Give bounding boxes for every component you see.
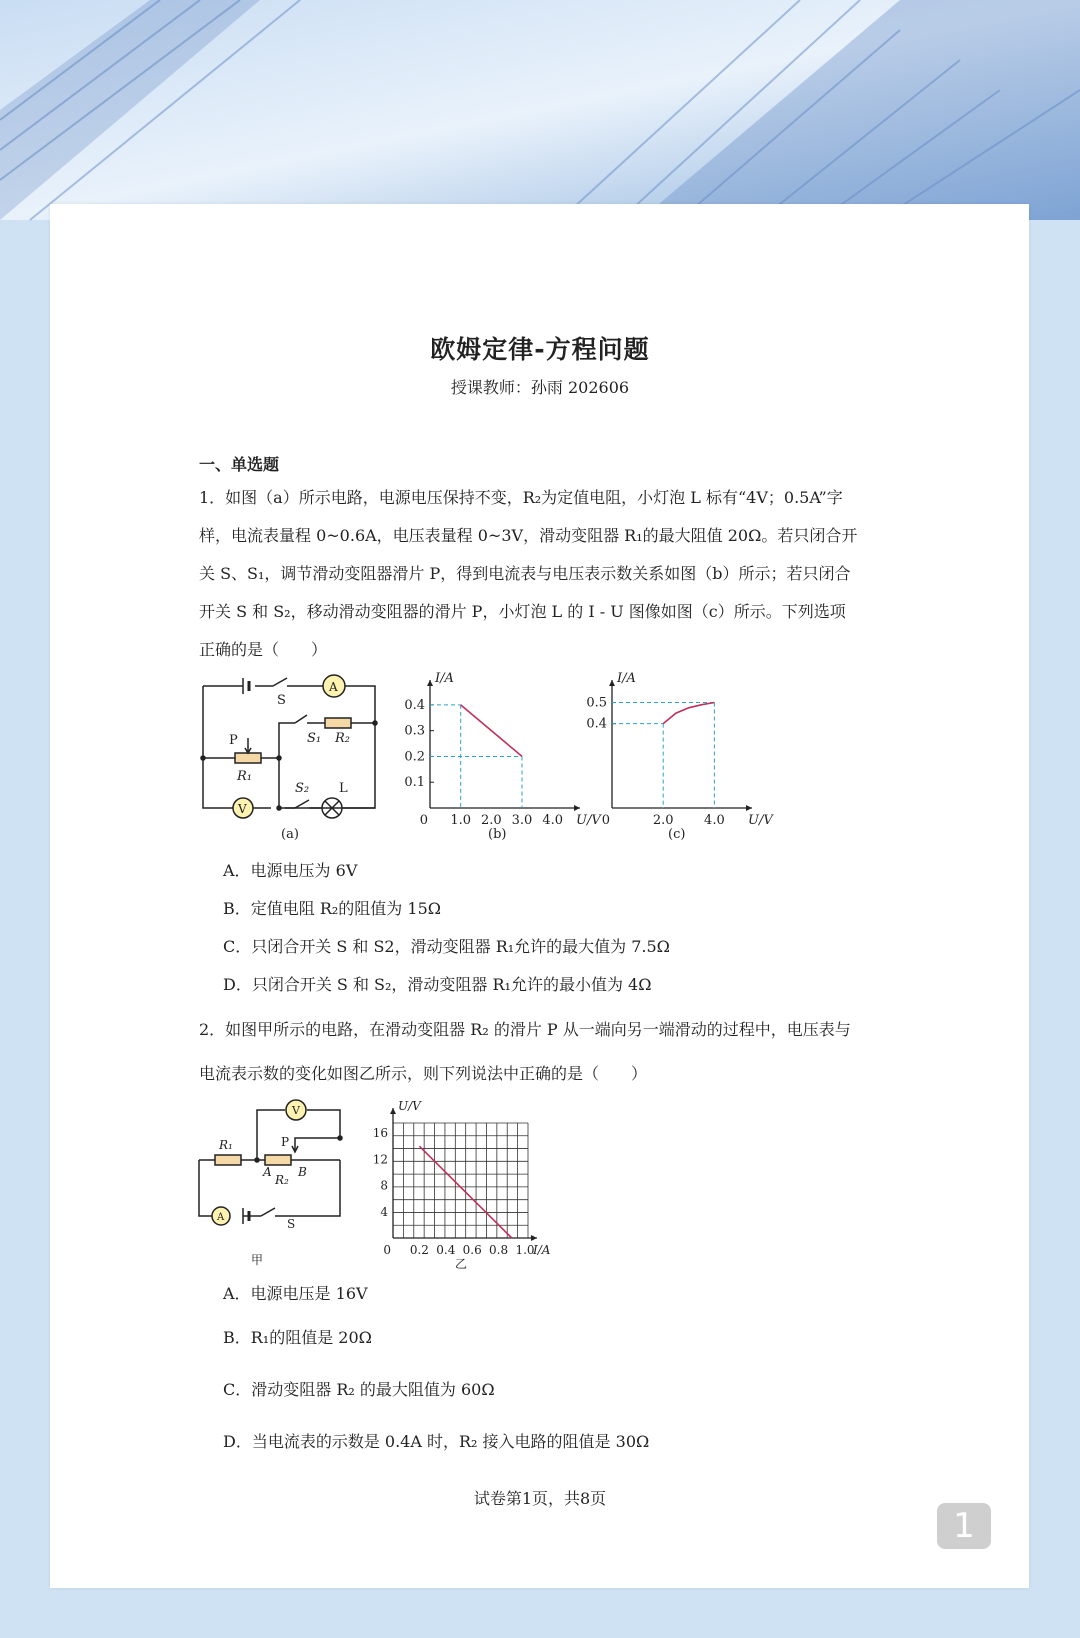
- chart-yi-ylabel: U/V: [398, 1099, 421, 1113]
- label-r1: R₁: [219, 1138, 233, 1152]
- label-end-a: A: [263, 1165, 272, 1179]
- label-ammeter-a: A: [329, 680, 338, 694]
- q1-circuit-diagram-a: [195, 668, 385, 846]
- q2-option-b: B．R₁的阻值是 20Ω: [223, 1328, 372, 1347]
- chart-b-xtick: 2.0: [480, 813, 502, 828]
- caption-jia: 甲: [251, 1253, 264, 1267]
- chart-b-xtick: 0: [419, 813, 428, 828]
- label-s1: S₁: [307, 731, 322, 746]
- chart-c-ytick: 0.4: [586, 716, 607, 732]
- page-title: 欧姆定律-方程问题: [430, 335, 650, 364]
- caption-a: (a): [281, 827, 299, 842]
- chart-b-xtick: 3.0: [511, 813, 533, 828]
- chart-c-xtick: 4.0: [704, 813, 725, 828]
- chart-b-xtick: 1.0: [450, 813, 472, 828]
- chart-yi-ytick: 8: [380, 1178, 388, 1193]
- chart-b-ylabel: I/A: [435, 671, 454, 686]
- label-r2: R₂: [275, 1173, 289, 1187]
- q1-line-5: 正确的是（ ）: [199, 640, 328, 659]
- chart-c-ylabel: I/A: [617, 671, 636, 686]
- q1-option-c: C．只闭合开关 S 和 S2，滑动变阻器 R₁允许的最大值为 7.5Ω: [223, 937, 670, 956]
- q1-line-1: 1．如图（a）所示电路，电源电压保持不变，R₂为定值电阻，小灯泡 L 标有“4V；0.5A”字: [199, 488, 843, 507]
- chart-yi-xtick: 0.6: [462, 1243, 482, 1257]
- label-l: L: [339, 781, 348, 796]
- chart-yi-ytick: 16: [372, 1126, 388, 1141]
- chart-b-xlabel: U/V: [576, 813, 601, 828]
- label-r2: R₂: [335, 731, 350, 746]
- y-axis-arrow: [390, 1108, 396, 1114]
- chart-yi-xlabel: I/A: [533, 1243, 551, 1257]
- q2-option-a: A．电源电压是 16V: [223, 1284, 368, 1303]
- x-axis-arrow: [746, 805, 752, 811]
- label-p: P: [281, 1135, 290, 1149]
- q1-line-4: 开关 S 和 S₂，移动滑动变阻器的滑片 P，小灯泡 L 的 I - U 图像如图（c）所示。下列选项: [199, 602, 846, 621]
- y-axis-arrow: [609, 680, 615, 686]
- caption-b: (b): [488, 827, 507, 842]
- chart-b-xtick: 4.0: [542, 813, 564, 828]
- label-s2: S₂: [295, 781, 310, 796]
- chart-b-ytick: 0.2: [404, 749, 425, 765]
- chart-yi-xtick: 0.2: [409, 1243, 429, 1257]
- chart-yi-ytick: 12: [372, 1152, 388, 1167]
- header-background: [0, 0, 1080, 220]
- q1-line-3: 关 S、S₁，调节滑动变阻器滑片 P，得到电流表与电压表示数关系如图（b）所示；若只闭合: [199, 564, 851, 583]
- exam-paper: [50, 204, 1029, 1588]
- y-axis-arrow: [427, 680, 433, 686]
- chart-c-xtick: 0: [601, 813, 610, 828]
- q1-line-2: 样，电流表量程 0~0.6A，电压表量程 0~3V，滑动变阻器 R₁的最大阻值 20Ω。若只闭合开: [199, 526, 858, 545]
- label-voltmeter-v: V: [292, 1104, 300, 1117]
- page-number-badge: 1: [937, 1503, 991, 1549]
- series-line: [461, 705, 522, 757]
- q2-circuit-diagram-jia: [195, 1098, 355, 1273]
- chart-b-ytick: 0.3: [404, 723, 425, 739]
- series-line: [663, 703, 714, 724]
- label-ammeter-a: A: [217, 1212, 225, 1223]
- caption-yi: 乙: [455, 1257, 468, 1271]
- page-subtitle: 授课教师：孙雨 202606: [450, 378, 630, 397]
- chart-c-xtick: 2.0: [652, 813, 674, 828]
- label-end-b: B: [298, 1165, 307, 1179]
- chart-yi-xtick: 0.8: [489, 1243, 509, 1257]
- x-axis-arrow: [531, 1235, 537, 1241]
- chart-c-xlabel: U/V: [748, 813, 773, 828]
- chart-b-ytick: 0.1: [404, 775, 425, 791]
- label-voltmeter-v: V: [238, 802, 247, 816]
- q1-option-d: D．只闭合开关 S 和 S₂，滑动变阻器 R₁允许的最小值为 4Ω: [223, 975, 652, 994]
- q2-option-d: D．当电流表的示数是 0.4A 时，R₂ 接入电路的阻值是 30Ω: [223, 1432, 650, 1451]
- q2-line-1: 2．如图甲所示的电路，在滑动变阻器 R₂ 的滑片 P 从一端向另一端滑动的过程中，电压表与: [199, 1020, 851, 1039]
- chart-c-ytick: 0.5: [586, 695, 607, 711]
- q1-option-b: B．定值电阻 R₂的阻值为 15Ω: [223, 899, 442, 918]
- section-heading: 一、单选题: [199, 455, 280, 474]
- q1-option-a: A．电源电压为 6V: [223, 861, 358, 880]
- label-s: S: [277, 693, 286, 708]
- label-s: S: [287, 1217, 296, 1231]
- page-footer: 试卷第1页，共8页: [473, 1489, 607, 1508]
- chart-yi-ytick: 4: [380, 1204, 388, 1219]
- q2-chart-yi: [365, 1090, 575, 1275]
- q2-option-c: C．滑动变阻器 R₂ 的最大阻值为 60Ω: [223, 1380, 495, 1399]
- caption-c: (c): [668, 827, 686, 842]
- chart-b-ytick: 0.4: [404, 697, 425, 713]
- q2-line-2: 电流表示数的变化如图乙所示，则下列说法中正确的是（ ）: [199, 1064, 648, 1083]
- label-p: P: [229, 733, 238, 748]
- chart-yi-xtick: 0: [383, 1243, 391, 1257]
- chart-yi-xtick: 1.0: [515, 1243, 535, 1257]
- chart-yi-xtick: 0.4: [436, 1243, 456, 1257]
- q1-chart-c: [580, 668, 773, 846]
- label-r1: R₁: [237, 769, 252, 784]
